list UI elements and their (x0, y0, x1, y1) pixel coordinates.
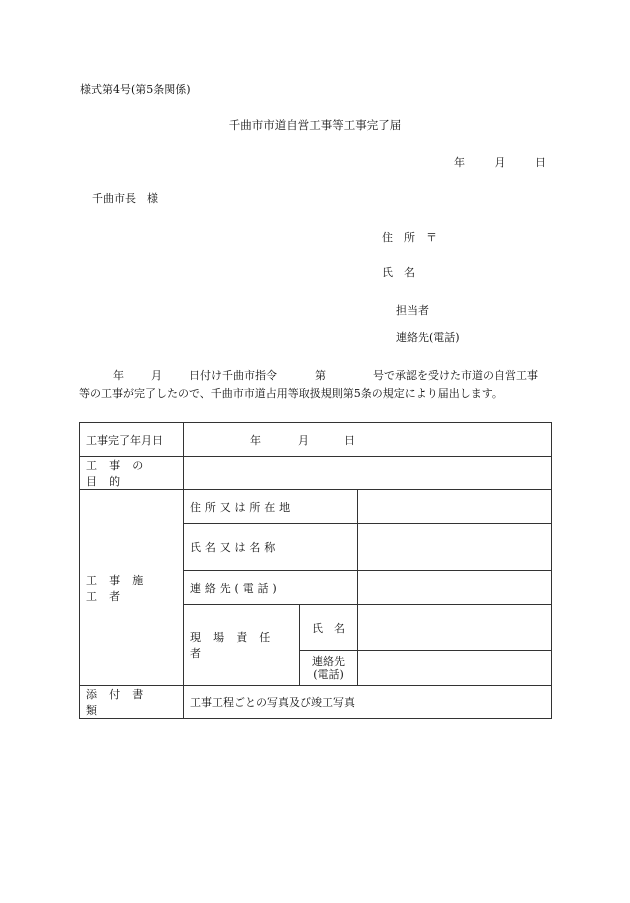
completion-date-value[interactable] (184, 423, 552, 457)
purpose-value[interactable] (184, 457, 552, 490)
contractor-name-label: 氏名又は名称 (184, 524, 358, 571)
completion-form-table (79, 422, 552, 719)
applicant-contact-person-label: 担当者 (396, 304, 429, 317)
completion-month: 月 (298, 433, 309, 447)
completion-date-label: 工事完了年月日 (80, 423, 184, 457)
table-row (80, 457, 552, 490)
addressee: 千曲市長 様 (92, 192, 158, 205)
site-phone-label: (電話) (313, 668, 344, 681)
attachments-value: 工事工程ごとの写真及び竣工写真 (184, 686, 552, 719)
submission-date (428, 157, 546, 168)
table-row (80, 490, 552, 524)
date-day-label: 日 (535, 156, 546, 169)
contractor-phone-value[interactable] (358, 571, 552, 605)
date-month-label: 月 (494, 156, 506, 169)
table-row (80, 686, 552, 719)
applicant-phone-label: 連絡先(電話) (396, 331, 460, 344)
body-month: 月 (151, 369, 162, 382)
body-line2: 等の工事が完了したので、千曲市市道占用等取扱規則第5条の規定により届出します。 (79, 387, 503, 400)
document-title: 千曲市市道自営工事等工事完了届 (228, 118, 402, 132)
site-manager-name-value[interactable] (358, 605, 552, 651)
applicant-name-label: 氏 名 (382, 266, 415, 279)
contractor-name-value[interactable] (358, 524, 552, 571)
site-manager-name-label: 氏 名 (300, 605, 358, 651)
body-dated: 日付け千曲市指令 (189, 369, 277, 382)
contractor-address-value[interactable] (358, 490, 552, 524)
completion-day: 日 (344, 433, 355, 447)
form-number: 様式第4号(第5条関係) (80, 83, 191, 96)
contractor-address-label: 住所又は所在地 (184, 490, 358, 524)
applicant-address-label: 住 所 〒 (382, 231, 437, 244)
date-year-label: 年 (454, 156, 465, 169)
contractor-phone-label: 連絡先(電話) (184, 571, 358, 605)
body-no-prefix: 第 (315, 369, 326, 382)
site-manager-contact-value[interactable] (358, 651, 552, 686)
body-paragraph (79, 367, 554, 403)
contractor-label: 工事施工者 (80, 490, 184, 686)
site-contact-label: 連絡先 (312, 655, 345, 668)
body-line1-rest: 号で承認を受けた市道の自営工事 (373, 369, 538, 382)
body-year: 年 (113, 369, 124, 382)
site-manager-contact-label (300, 651, 358, 686)
table-row (80, 423, 552, 457)
site-manager-label: 現場責任者 (184, 605, 300, 686)
attachments-label: 添付書類 (80, 686, 184, 719)
completion-year: 年 (250, 433, 261, 447)
purpose-label: 工事の目的 (80, 457, 184, 490)
